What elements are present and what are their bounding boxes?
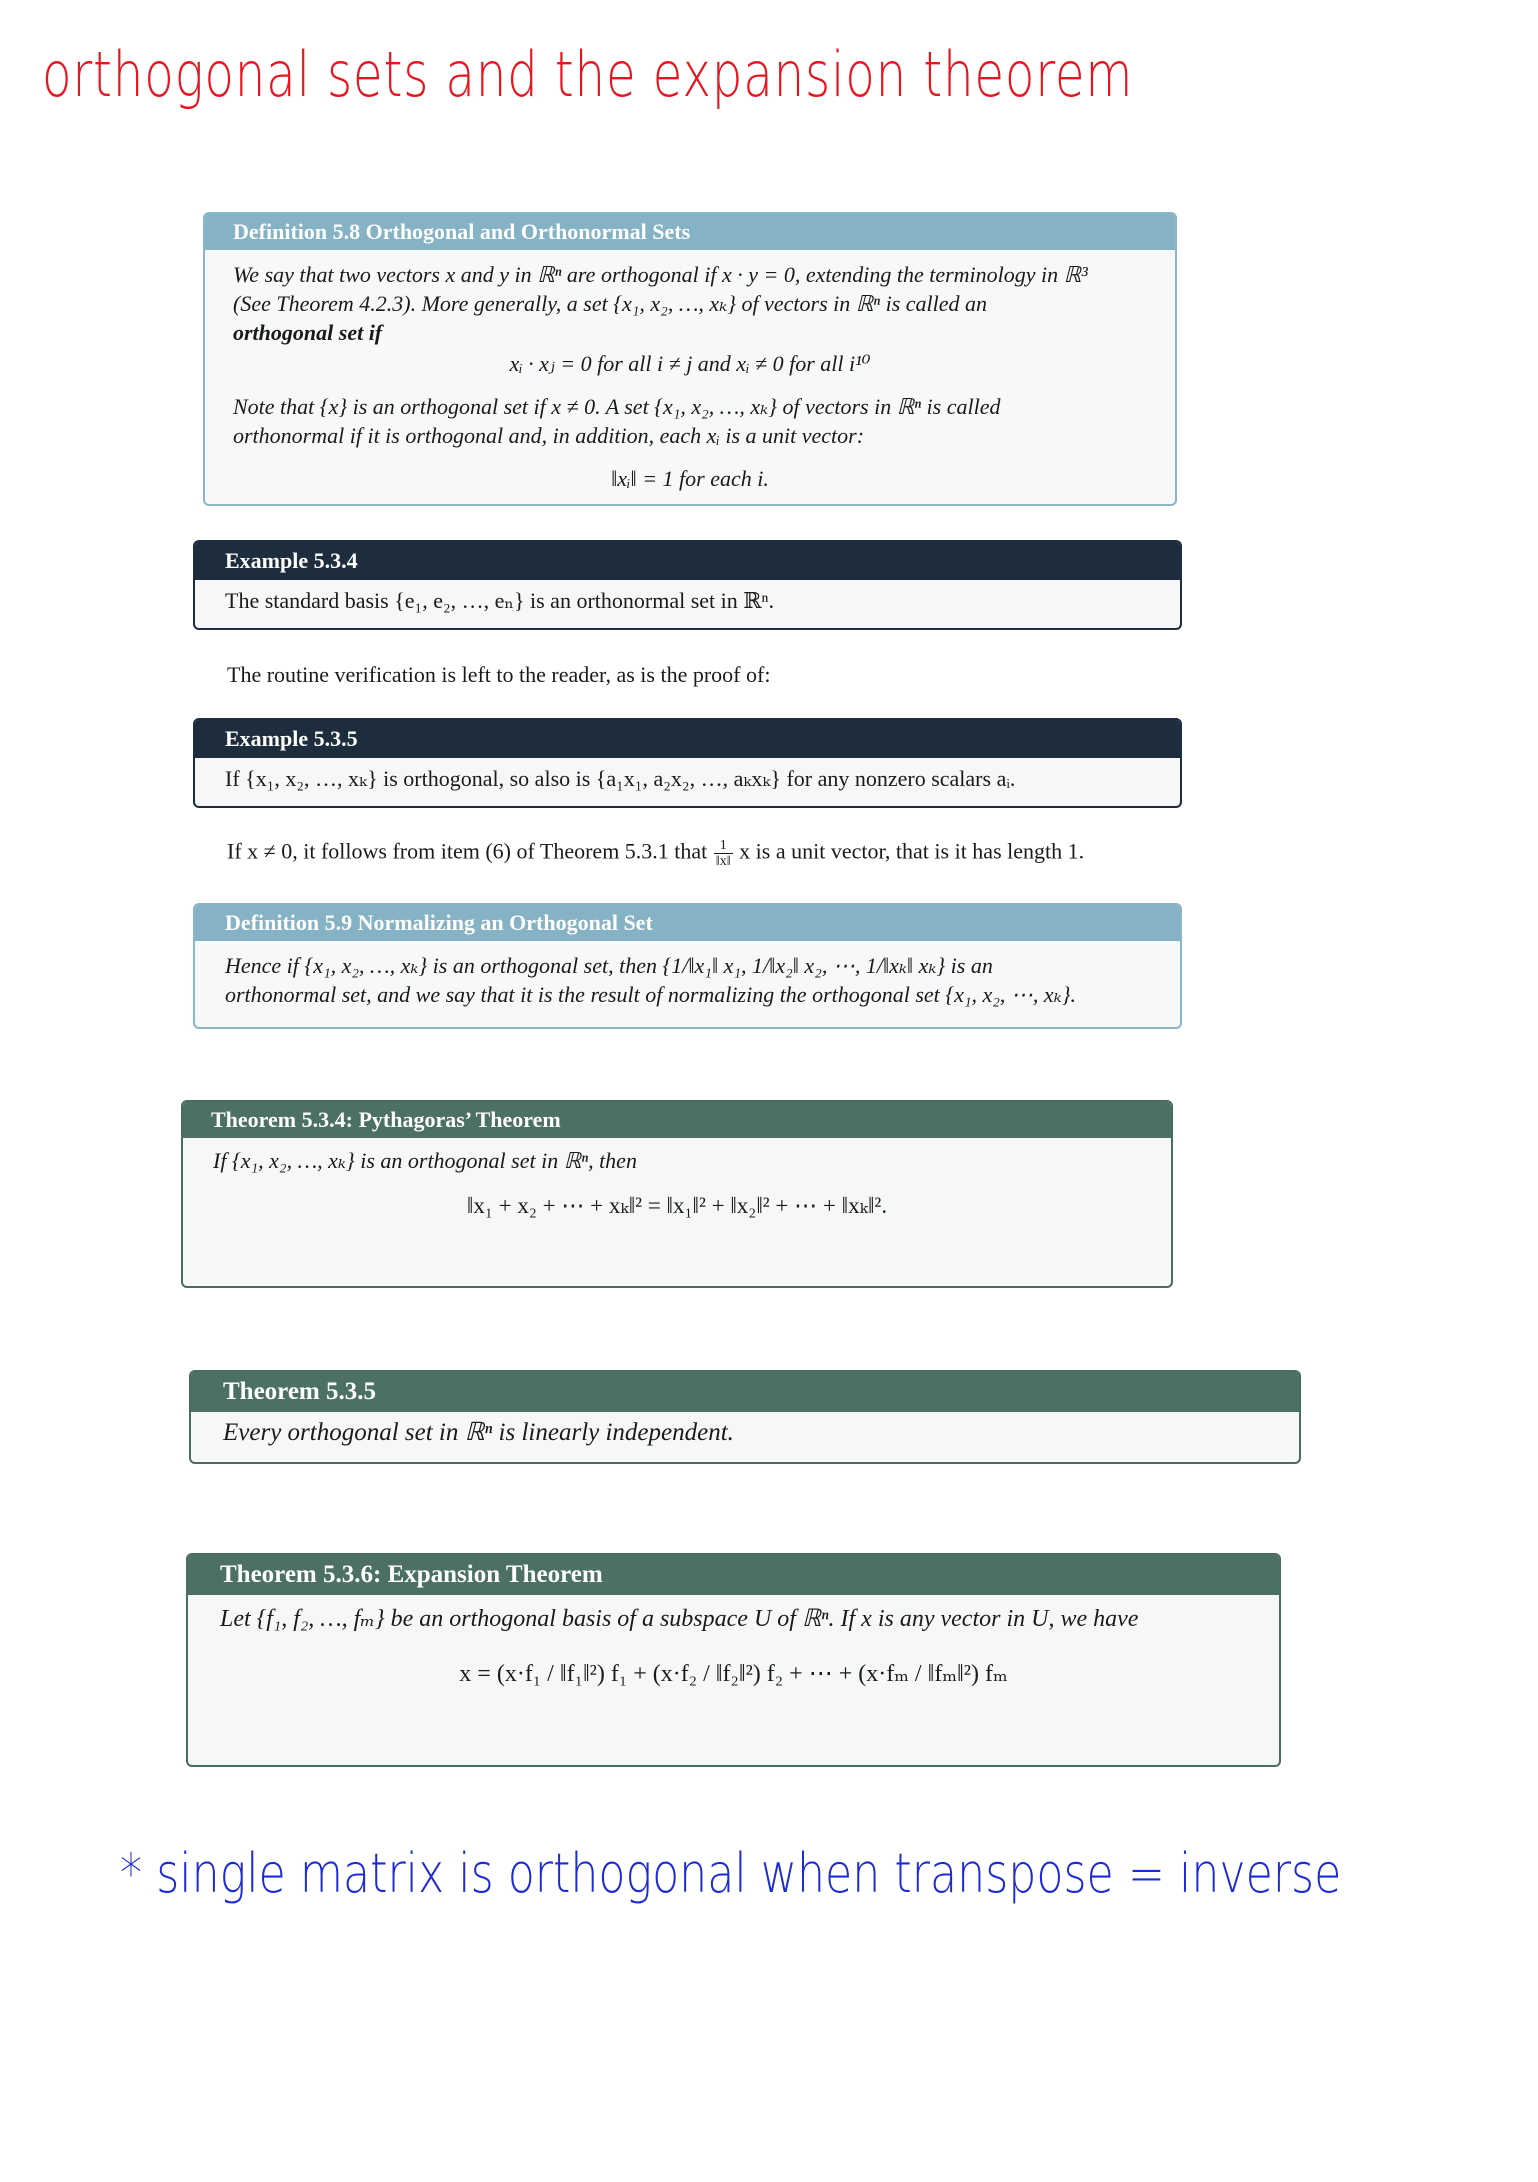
- verification-text: The routine verification is left to the reader, as is the proof of:: [227, 662, 771, 687]
- definition-5-9-body: [195, 941, 1180, 1009]
- theorem-5-3-4-line-1: If {x₁, x₂, …, xₖ} is an orthogonal set in ℝⁿ, then: [213, 1148, 637, 1173]
- example-5-3-4-header: Example 5.3.4: [195, 542, 1180, 580]
- definition-5-8-formula: xᵢ · xⱼ = 0 for all i ≠ j and xᵢ ≠ 0 for all i¹⁰: [509, 351, 871, 376]
- theorem-5-3-5-header: Theorem 5.3.5: [191, 1372, 1299, 1412]
- theorem-5-3-4-box: [181, 1100, 1173, 1288]
- theorem-5-3-4-header: Theorem 5.3.4: Pythagoras’ Theorem: [183, 1102, 1171, 1138]
- unit-vector-text-pre: If x ≠ 0, it follows from item (6) of Theorem 5.3.1 that: [227, 838, 708, 864]
- fraction-numerator: 1: [714, 838, 733, 854]
- definition-5-8-header: Definition 5.8 Orthogonal and Orthonormal Sets: [205, 214, 1175, 250]
- definition-5-8-body: [205, 250, 1175, 493]
- definition-5-8-line-2: (See Theorem 4.2.3). More generally, a set {x₁, x₂, …, xₖ} of vectors in ℝⁿ is called an: [233, 291, 988, 316]
- definition-5-8-line-1: We say that two vectors x and y in ℝⁿ are orthogonal if x · y = 0, extending the terminology in ℝ³: [233, 262, 1088, 287]
- theorem-5-3-5-box: [189, 1370, 1301, 1464]
- theorem-5-3-5-body: Every orthogonal set in ℝⁿ is linearly independent.: [223, 1419, 734, 1446]
- example-5-3-4-body: The standard basis {e₁, e₂, …, eₙ} is an orthonormal set in ℝⁿ.: [225, 588, 774, 613]
- example-5-3-5-box: [193, 718, 1182, 808]
- definition-5-9-header: Definition 5.9 Normalizing an Orthogonal Set: [195, 905, 1180, 941]
- example-5-3-5-header: Example 5.3.5: [195, 720, 1180, 758]
- theorem-5-3-6-box: [186, 1553, 1281, 1767]
- definition-5-8-line-3: orthogonal set if: [233, 320, 383, 345]
- handwritten-note: * single matrix is orthogonal when transpose = inverse: [120, 1842, 1342, 1905]
- fraction-denominator: ‖x‖: [715, 854, 731, 869]
- theorem-5-3-6-formula: x = (x·f₁ / ‖f₁‖²) f₁ + (x·f₂ / ‖f₂‖²) f₂ + ⋯ + (x·fₘ / ‖fₘ‖²) fₘ: [459, 1661, 1008, 1687]
- definition-5-8-line-5: orthonormal if it is orthogonal and, in addition, each xᵢ is a unit vector:: [233, 423, 865, 448]
- unit-vector-text: [227, 838, 1084, 869]
- theorem-5-3-6-header: Theorem 5.3.6: Expansion Theorem: [188, 1555, 1279, 1595]
- example-5-3-5-body: If {x₁, x₂, …, xₖ} is orthogonal, so also is {a₁x₁, a₂x₂, …, aₖxₖ} for any nonzero scalars aᵢ.: [225, 766, 1016, 791]
- theorem-5-3-6-body: [188, 1595, 1279, 1699]
- theorem-5-3-4-body: [183, 1138, 1171, 1228]
- definition-5-9-line-1: Hence if {x₁, x₂, …, xₖ} is an orthogonal set, then {1/‖x₁‖ x₁, 1/‖x₂‖ x₂, ⋯, 1/‖xₖ‖ xₖ} is an: [225, 953, 993, 978]
- unit-vector-fraction: [714, 838, 733, 869]
- definition-5-9-line-2: orthonormal set, and we say that it is the result of normalizing the orthogonal set {x₁, x₂, ⋯, xₖ}.: [225, 982, 1077, 1007]
- theorem-5-3-6-line-1: Let {f₁, f₂, …, fₘ} be an orthogonal basis of a subspace U of ℝⁿ. If x is any vector in U, we have: [220, 1606, 1139, 1632]
- definition-5-8-box: [203, 212, 1177, 506]
- definition-5-8-line-4: Note that {x} is an orthogonal set if x ≠ 0. A set {x₁, x₂, …, xₖ} of vectors in ℝⁿ is called: [233, 394, 1001, 419]
- example-5-3-4-box: [193, 540, 1182, 630]
- handwritten-title: orthogonal sets and the expansion theorem: [42, 38, 1134, 111]
- unit-vector-text-post: x is a unit vector, that is it has length 1.: [739, 838, 1085, 864]
- definition-5-9-box: [193, 903, 1182, 1029]
- theorem-5-3-4-formula: ‖x₁ + x₂ + ⋯ + xₖ‖² = ‖x₁‖² + ‖x₂‖² + ⋯ + ‖xₖ‖².: [466, 1193, 888, 1218]
- definition-5-8-formula-2: ‖xᵢ‖ = 1 for each i.: [611, 466, 769, 491]
